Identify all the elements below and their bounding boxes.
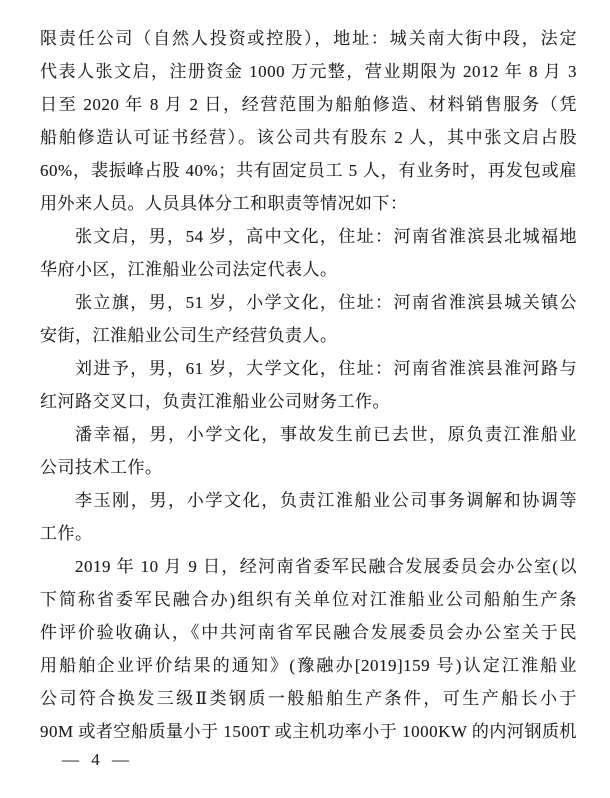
text-line: 张文启，男，54 岁，高中文化，住址：河南省淮滨县北城福地	[75, 227, 577, 246]
text-line: 潘幸福，男，小学文化，事故发生前已去世，原负责江淮船业	[75, 425, 577, 444]
text-line: 安街，江淮船业公司生产经营负责人。	[40, 326, 338, 345]
text-line: 华府小区，江淮船业公司法定代表人。	[40, 260, 338, 279]
text-line: 用外来人员。人员具体分工和职责等情况如下：	[40, 194, 408, 213]
text-line: 公司技术工作。	[40, 458, 163, 477]
text-line: 公司符合换发三级Ⅱ类钢质一般船舶生产条件，可生产船长小于	[40, 689, 577, 708]
text-line: 红河路交叉口，负责江淮船业公司财务工作。	[40, 392, 390, 411]
text-line: 船舶修造认可证书经营）。该公司共有股东 2 人，其中张文启占股	[40, 128, 577, 147]
text-line: 张立旗，男，51 岁，小学文化，住址：河南省淮滨县城关镇公	[75, 293, 577, 312]
text-line: 60%，裴振峰占股 40%；共有固定员工 5 人，有业务时，再发包或雇	[40, 161, 577, 180]
text-line: 用船舶企业评价结果的通知》(豫融办[2019]159 号)认定江淮船业	[40, 656, 577, 675]
text-line: 下简称省委军民融合办)组织有关单位对江淮船业公司船舶生产条	[40, 590, 577, 609]
text-line: 日至 2020 年 8 月 2 日，经营范围为船舶修造、材料销售服务（凭	[40, 95, 577, 114]
text-line: 工作。	[40, 524, 93, 543]
text-line: 李玉刚，男，小学文化，负责江淮船业公司事务调解和协调等	[75, 491, 577, 510]
text-line: 限责任公司（自然人投资或控股），地址：城关南大街中段，法定	[40, 29, 577, 48]
text-line: 件评价验收确认，《中共河南省军民融合发展委员会办公室关于民	[40, 623, 577, 642]
text-line: 90M 或者空船质量小于 1500T 或主机功率小于 1000KW 的内河钢质机	[40, 722, 577, 741]
page-number: — 4 —	[62, 750, 130, 769]
document-body	[40, 22, 577, 748]
text-line: 刘进予，男，61 岁，大学文化，住址：河南省淮滨县淮河路与	[75, 359, 577, 378]
text-line: 代表人张文启，注册资金 1000 万元整，营业期限为 2012 年 8 月 3	[40, 62, 577, 81]
text-line: 2019 年 10 月 9 日，经河南省委军民融合发展委员会办公室(以	[75, 557, 577, 576]
